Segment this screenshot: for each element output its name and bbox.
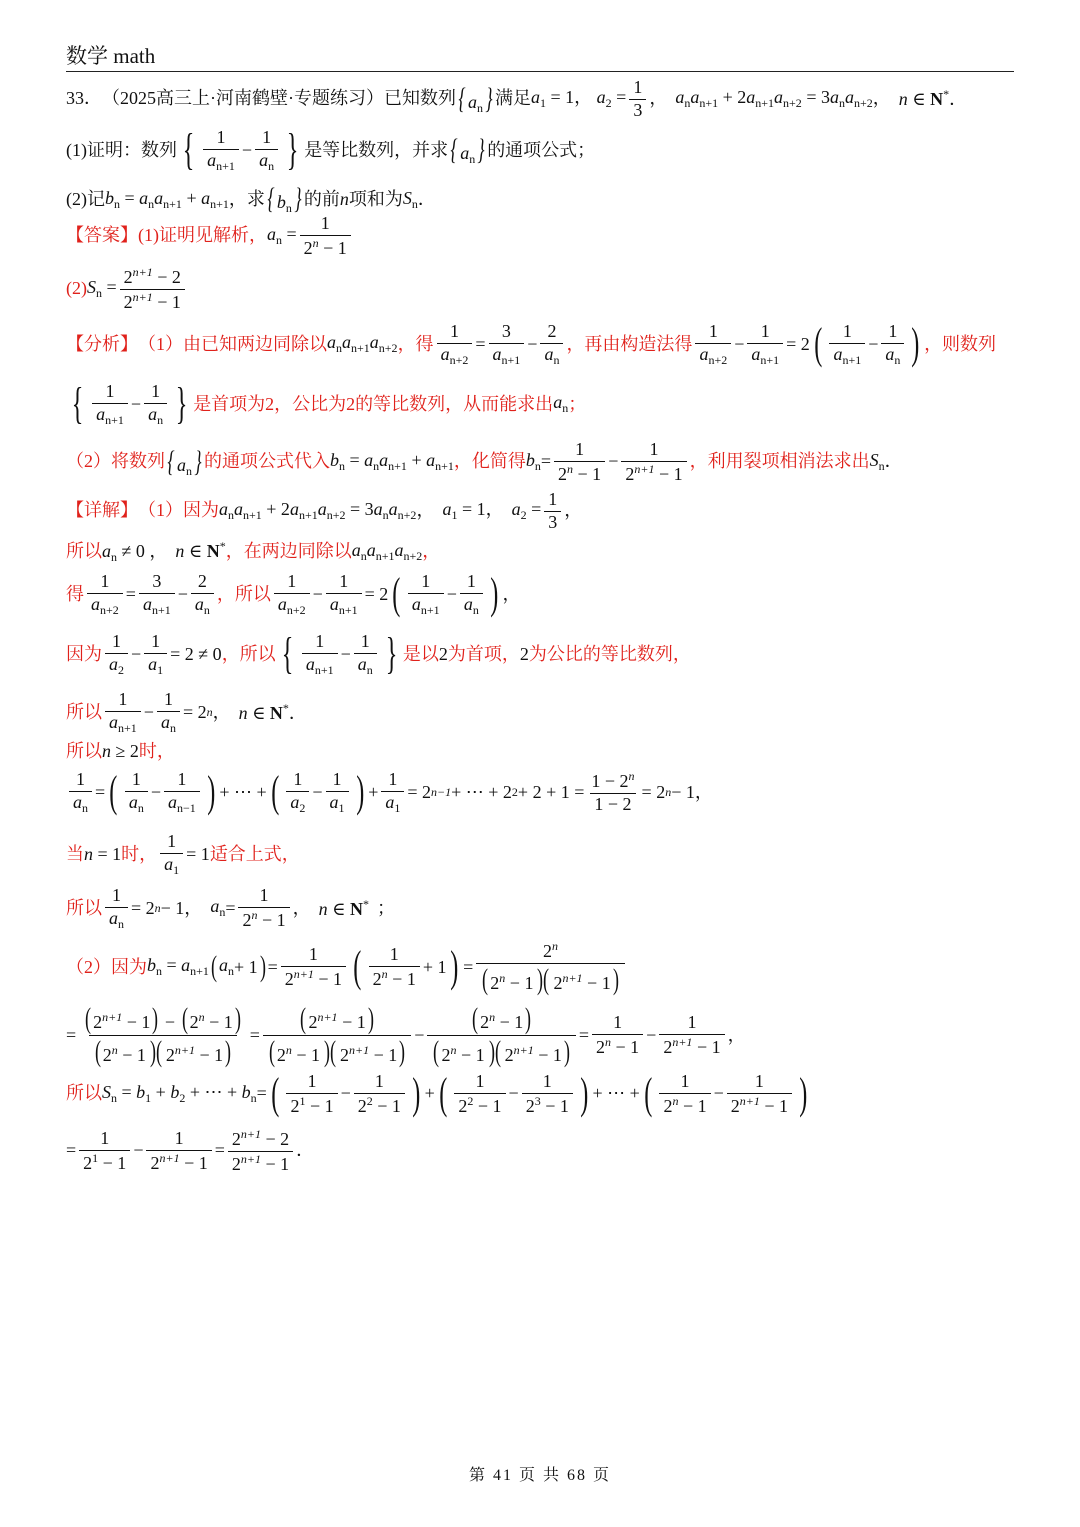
detail-line9: 所以 $\frac{1}{a_n}$ = 2 n − 1， $a_n$ = $\frac{1}{2^n - 1}$ ， n ∈ N* ； (66, 885, 395, 931)
answer-part1: 【答案】 (1)证明见解析， $a_n$ = $\frac{1}{2^n - 1}$ (66, 214, 354, 259)
detail-line4: 因为 $\frac{1}{a_2}$ − $\frac{1}{a_1}$ = 2 ≠ 0 ，所以 { $\frac{1}{a_{n+1}}$ − $\frac{1}{a_n}$ } 是以 2 为首项， 2 为公比的等比数列， (66, 629, 691, 679)
detail-line8: 当 n = 1 时， $\frac{1}{a_1}$ = 1 适合上式， (66, 831, 300, 877)
problem-part1: (1)证明：数列 { $\frac{1}{a_{n+1}}$ − $\frac{1}{a_n}$ } 是等比数列，并求 { $a_n$} 的通项公式； (66, 125, 596, 175)
analysis-part1: 【分析】 （1）由已知两边同除以 $a_na_{n+1}a_{n+2}$ ，得 $\frac{1}{a_{n+2}}$ = $\frac{3}{a_{n+1}}$ − $\frac{2}{a_n}$ ，再由构造法得 $\frac{1}{a_{n+2}}$ − $\frac{1}{a_{n+1}}$ = 2 ( $\frac{1}{a_{n+1}}$ − $\frac{1}{a_n}$ ) ，则数列 (66, 319, 997, 369)
page-header: 数学 math (66, 44, 156, 68)
detail-part2-line3: 所以 $S_n = b_1 + b_2$ + ⋯ + $b_n$ = ( $\frac{1}{2^1 - 1}$ − $\frac{1}{2^2 - 1}$ ) + ( $\frac{1}{2^2 - 1}$ − $\frac{1}{2^3 - 1}$ ) + ⋯ + ( $\frac{1}{2^n - 1}$ − $\frac{1}{2^{n+1} - 1}$ ) (66, 1069, 808, 1119)
analysis-part2: （2）将数列 { $a_n$} 的通项公式代入 $b_n = a_na_{n+1} + a_{n+1}$ ，化简得 $b_n$ = $\frac{1}{2^n - 1}$ − $\frac{1}{2^{n+1} - 1}$ ，利用裂项相消法求出 $S_n$ ． (66, 439, 903, 484)
answer-part2: (2) $S_n$ = $\frac{2^{n+1} - 2}{2^{n+1} - 1}$ (66, 266, 188, 313)
detail-line3: 得 $\frac{1}{a_{n+2}}$ = $\frac{3}{a_{n+1}}$ − $\frac{2}{a_n}$ ，所以 $\frac{1}{a_{n+2}}$ − $\frac{1}{a_{n+1}}$ = 2 ( $\frac{1}{a_{n+1}}$ − $\frac{1}{a_n}$ ) ， (66, 569, 521, 619)
header-divider (66, 71, 1014, 72)
page-footer: 第 41 页 共 68 页 (468, 1467, 611, 1484)
detail-line6: 所以 n ≥ 2 时， (66, 741, 175, 761)
detail-part2-line1: （2）因为 $b_n = a_{n+1}$ ( $a_n$ + 1 ) = $\frac{1}{2^{n+1} - 1}$ ( $\frac{1}{2^n - 1}$ + 1 ) = $\frac{2^n}{( 2^n - 1 )( 2^{n+1} - 1)}$ (66, 940, 628, 995)
detail-line1: 【详解】 （1）因为 $a_na_{n+1} + 2a_{n+1}a_{n+2} = 3a_na_{n+2}$ ， $a_1 = 1$， $a_2$ = $\frac{1}{3}$ ， (66, 489, 583, 532)
detail-line7: $\frac{1}{a_n}$ = ( $\frac{1}{a_n}$ − $\frac{1}{a_{n-1}}$ ) + ⋯ + ( $\frac{1}{a_2}$ − $\frac{1}{a_1}$ ) + $\frac{1}{a_1}$ = 2 n−1 + ⋯ + 2 2 + 2 + 1 = $\frac{1 - 2^n}{1 - 2}$ = 2 n − 1， (66, 770, 713, 815)
analysis-part1-cont: { $\frac{1}{a_{n+1}}$ − $\frac{1}{a_n}$ } 是首项为2，公比为2的等比数列，从而能求出 $a_n$ ； (71, 379, 587, 429)
detail-part2-line2: = $\frac{( 2^{n+1} - 1) - ( 2^n - 1)}{( 2^n - 1 )( 2^{n+1} - 1)}$ = $\frac{( 2^{n+1} - 1)}{( 2^n - 1 )( 2^{n+1} - 1)}$ − $\frac{( 2^n - 1)}{( 2^n - 1 )( 2^{n+1} - 1)}$ = $\frac{1}{2^n - 1}$ − $\frac{1}{2^{n+1} - 1}$ ， (66, 1002, 746, 1068)
detail-part2-line4: = $\frac{1}{2^1 - 1}$ − $\frac{1}{2^{n+1} - 1}$ = $\frac{2^{n+1} - 2}{2^{n+1} - 1}$ ． (66, 1127, 315, 1174)
problem-part2: (2)记 $b_n = a_na_{n+1} + a_{n+1}$ ，求 { $b_n$} 的前 n 项和为 $S_n$ ． (66, 182, 436, 215)
detail-line5: 所以 $\frac{1}{a_{n+1}}$ − $\frac{1}{a_n}$ = 2 n ， n ∈ N*． (66, 689, 307, 735)
problem-stem: 33． （2025高三上·河南鹤壁·专题练习） 已知数列 { $a_n$} 满足 $a_1 = 1$， $a_2$ = $\frac{1}{3}$ ， $a_na_{n+1} + 2a_{n+1}a_{n+2} = 3a_na_{n+2}$ ， n ∈ N*． (66, 77, 968, 120)
detail-line2: 所以 $a_n \ne 0$ ， n ∈ N* ，在两边同除以 $a_na_{n+1}a_{n+2}$ ， (66, 539, 441, 564)
